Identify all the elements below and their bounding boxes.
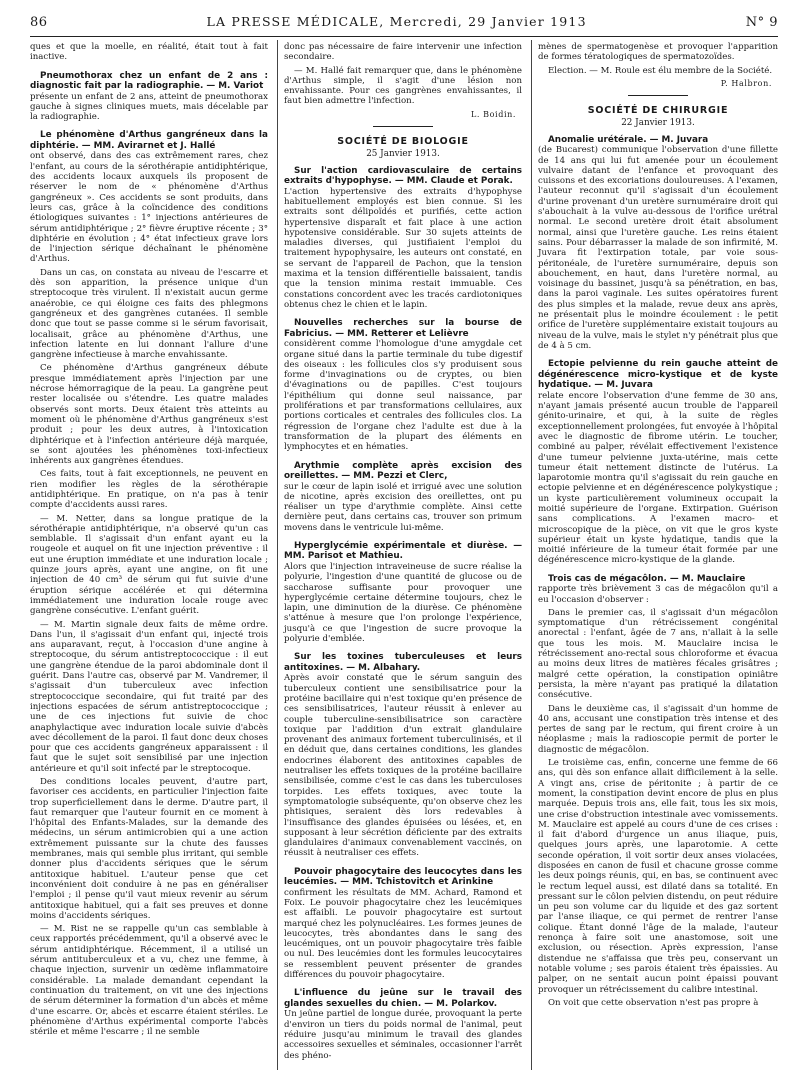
paragraph: Ces faits, tout à fait exceptionnels, ne peuvent en rien modifier les règles de la sérothérapie antidiphtérique. En pratique, on n'a pas à tenir compte d'accidents aussi rares. bbox=[30, 469, 268, 511]
article-megacolon bbox=[538, 574, 778, 605]
article-title: Le phénomène d'Arthus gangréneux dans la diphtérie. — MM. Avirагnet et J. Hallé bbox=[30, 130, 268, 151]
article-toxines bbox=[284, 652, 522, 858]
paragraph: relate encore l'observation d'une femme de 30 ans, n'ayant jamais présenté aucun trouble de l'appareil génito-urinaire, et qui, à la suite de règles exceptionnellement prolongées, fut envoyée à l'hôpital avec le diagnostic de fibrome utérin. Le toucher, combiné au palper, révélait effectivement l'existence d'une tumeur pelvienne juxta-utérine, mais cette tumeur était nettement distincte de l'utérus. La laparotomie montra qu'il s'agissait du rein gauche en ectopie pelvienne et en dégénérescence polykystique ; un kyste particulièrement volumineux occupait la moitié supérieure de l'organe. Extirpation. Guérison sans complications. A l'examen macro- et microscopique de la pièce, on vit que le gros kyste supérieur était un kyste hydatique, tandis que la moitié inférieure de la tumeur était formée par une dégénérescence micro-kystique de la glande. bbox=[538, 390, 778, 566]
article-title: Trois cas de mégacôlon. — M. Mauclaire bbox=[548, 573, 746, 584]
paragraph: Le troisième cas, enfin, concerne une femme de 66 ans, qui dès son enfance allait difficilement à la selle. A vingt ans, crise de péritonite ; à partir de ce moment, la constipation devint encore de plus en plus marquée. Depuis trois ans, elle fait, tous les six mois, une crise d'obstruction intestinale avec vomissements. M. Mauclaire est appelé au cours d'une de ces crises : il fait d'abord d'urgence un anus iliaque, puis, quelques jours après, une laparotomie. A cette seconde opération, il voit sortir deux anses violacées, disposées en canon de fusil et chacune grosse comme les deux poings réunis, qui, en bas, se continuent avec le rectum lequel aussi, est dilaté dans sa totalité. En pressant sur le côlon pelvien distendu, on peut réduire un peu son volume car du liquide et des gaz sortent par l'anse iliaque, ce qui permet de rentrer l'anse colique. Étant donné l'âge de la malade, l'auteur renonça à faire soit une anastomose, soit une exclusion, ou résection. Après expression, l'anse distendue ne s'affaissa que très peu, conservant un notable volume ; ses parois étaient très épaissies. Au palper, on ne sentait aucun point épaissi pouvant provoquer un rétrécissement du calibre intestinal. bbox=[538, 758, 778, 995]
section-date: 25 Janvier 1913. bbox=[366, 149, 440, 160]
paragraph: confirment les résultats de MM. Achard, Ramond et Foix. Le pouvoir phagocytaire chez les leucémiques est affaibli. Le pouvoir phagocytaire est surtout marqué chez les polynucléaires. Les formes jeunes de leucocytes, très abondantes dans le sang des leucémiques, ont un pouvoir phagocytaire très faible ou nul. Des leucémies dont les formules leucocytaires se ressemblent peuvent présenter de grandes différences du pouvoir phagocytaire. bbox=[284, 887, 522, 981]
article-hypophyse bbox=[284, 166, 522, 311]
paragraph: L'action hypertensive des extraits d'hypophyse habituellement employés est bien connue. Si les extraits sont délipoïdés et purifiés, cette action hypertensive disparaît et fait place à une action hypotensive considérable. Sur 30 sujets atteints de maladies diverses, qui justifiaient l'emploi du traitement hypophysaire, les auteurs ont constaté, en se servant de l'appareil de Pachon, que la tension maxima et la tension différentielle baissaient, tandis que la tension minima restait immuable. Ces constations concordent avec les tracés cardiotoniques obtenus chez le chien et le lapin. bbox=[284, 186, 522, 310]
article-anomalie-ureterale bbox=[538, 135, 778, 351]
article-title: Hyperglycémie expérimentale et diurèse. — MM. Parisot et Mathieu. bbox=[284, 540, 522, 562]
section-rule bbox=[628, 95, 688, 96]
paragraph: — M. Hallé fait remarquer que, dans le phénomène d'Arthus simple, il s'agit d'une lésion non envahissante. Pour ces gangrènes envahissantes, il faut bien admettre l'infection. bbox=[284, 65, 522, 107]
paragraph: On voit que cette observation n'est pas propre à bbox=[548, 997, 759, 1008]
issue-number: N° 9 bbox=[745, 15, 778, 30]
article-leucocytes bbox=[284, 867, 522, 981]
column-3 bbox=[538, 42, 778, 1011]
article-ectopie bbox=[538, 359, 778, 566]
paragraph: Après avoir constaté que le sérum sanguin des tuberculeux contient une sensibilisatrice pour la protéine bacillaire qui n'est toxique qu'en présence de ces sensibilisatrices, l'auteur réussit à enlever au couple tuberculine-sensibilisatrice son caractère toxique par l'addition d'un extrait glandulaire provenant des animaux fortement tuberculinisés, et il en déduit que, dans certaines conditions, les glandes endocrines élaborent des antitoxines capables de neutraliser les effets toxiques de la protéine bacillaire sensibilisée, comme c'est le cas dans les tuberculoses torpides. Les effets toxiques, avec toute la symptomatologie subséquente, qu'on observe chez les phtisiques, seraient dès lors redevables à l'insuffisance des glandes épuisées ou lésées, et, en supposant à leur sécrétion déficiente par des extraits glandulaires d'animaux convenablement vaccinés, on réussit à neutraliser ces effets. bbox=[284, 673, 522, 859]
paragraph: rapporte très brièvement 3 cas de mégacôlon qu'il a eu l'occasion d'observer : bbox=[538, 584, 778, 605]
article-title: Pouvoir phagocytaire des leucocytes dans les leucémies. — MM. Tchistovitch et Arinkine bbox=[284, 866, 522, 888]
article-fabricius bbox=[284, 318, 522, 452]
column-rule-1 bbox=[277, 40, 278, 1070]
paragraph: — M. Netter, dans sa longue pratique de la sérothérapie antidiphtérique, n'a observé qu'un cas semblable. Il s'agissait d'un enfant ayant eu la rougeole et auquel on fit une injection préventive : il eut une éruption immédiate et une induration locale ; quinze jours après, ayant une angine, on fit une injection de 40 cm³ de sérum qui fut suivie d'une éruption sérique accélérée et qui détermina immédiatement une induration locale rouge avec gangrène consécutive. L'enfant guérit. bbox=[30, 513, 268, 617]
column-1 bbox=[30, 42, 268, 1040]
article-title: Sur les toxines tuberculeuses et leurs antitoxines. — M. Albahary. bbox=[284, 652, 522, 673]
article-arthus bbox=[30, 130, 268, 264]
journal-title: LA PRESSE MÉDICALE, Mercredi, 29 Janvier 1913 bbox=[206, 14, 587, 29]
column-rule-2 bbox=[531, 40, 532, 1070]
article-title: Nouvelles recherches sur la bourse de Fabricius. — MM. Retterer et Lelièvre bbox=[284, 318, 522, 339]
header-rule bbox=[30, 36, 778, 37]
article-title: Anomalie urétérale. — M. Juvara bbox=[548, 134, 709, 145]
paragraph: Dans le premier cas, il s'agissait d'un mégacôlon symptomatique d'un rétrécissement congénital anorectal : l'enfant, âgée de 7 ans, n'allait à la selle que tous les mois. M. Mauclaire incisa le rétrécissement ano-rectal sous chloroforme et évacua au moins deux litres de matières fécales grisâtres ; malgré cette opération, la constipation opiniâtre persista, la mère n'ayant pas pratiqué la dilatation consécutive. bbox=[538, 607, 778, 701]
article-jeune bbox=[284, 988, 522, 1060]
article-title: Ectopie pelvienne du rein gauche atteint de dégénérescence micro-kystique et de kyste hydatique. — M. Juvara bbox=[538, 359, 778, 391]
paragraph: Election. — M. Roule est élu membre de la Société. bbox=[548, 65, 773, 76]
paragraph: Alors que l'injection intraveineuse de sucre réalise la polyurie, l'ingestion d'une quantité de glucose ou de saccharose suffisante pour provoquer une hyperglycémie certaine détermine toujours, chez le lapin, une diminution de la diurèse. Ce phénomène s'atténue à mesure que l'on prolonge l'expérience, jusqu'à ce que l'ingestion de sucre provoque la polyurie d'emblée. bbox=[284, 561, 522, 645]
paragraph: ques et que la moelle, en réalité, était tout à fait inactive. bbox=[30, 42, 268, 63]
paragraph: donc pas nécessaire de faire intervenir une infection secondaire. bbox=[284, 42, 522, 63]
paragraph: mènes de spermatogenèse et provoquer l'apparition de formes tératologiques de spermatozoïdes. bbox=[538, 42, 778, 63]
article-pneumothorax bbox=[30, 71, 268, 123]
paragraph: Dans un cas, on constata au niveau de l'escarre et dès son apparition, la présence unique d'un streptocoque très virulent. Il n'existait aucun germe anaérobie, ce qui éloigne ces faits des phlegmons gangréneux et des gangrènes cutanées. Il semble donc que tout se passe comme si le sérum favorisait, localisait, grâce au phénomène d'Arthus, une infection latente en lui donnant l'allure d'une gangrène infectieuse à marche envahissante. bbox=[30, 267, 268, 361]
article-hyperglycemie bbox=[284, 541, 522, 644]
article-arythmie bbox=[284, 461, 522, 533]
section-date: 22 Janvier 1913. bbox=[621, 118, 695, 129]
page-number: 86 bbox=[30, 15, 48, 30]
section-heading: SOCIÉTÉ DE BIOLOGIE bbox=[337, 136, 469, 148]
paragraph: — M. Rist ne se rappelle qu'un cas semblable à ceux rapportés précédemment, qu'il a observé avec le sérum antidiphtérique. Récemment, il a utilisé un sérum antituberculeux et a vu, chez une femme, à chaque injection, survenir un œdème inflammatoire considérable. La malade demandant cependant la continuation du traitement, on vit une des injections de sérum déterminer la formation d'un abcès et même d'une escarre. Or, abcès et escarre étaient stériles. Le phénomène d'Arthus expérimental comporte l'abcès stérile et même l'escarre ; il ne semble bbox=[30, 924, 268, 1038]
paragraph: Des conditions locales peuvent, d'autre part, favoriser ces accidents, en particulier l'injection faite trop superficiellement dans le derme. D'autre part, il faut remarquer que l'auteur fournit en ce moment à l'hôpital des Enfants-Malades, sur la demande des médecins, un sérum antimicrobien qui a une action extrêmement puissante sur la chute des fausses membranes, mais qui semble plus irritant, qui semble donner plus d'accidents sériques que le sérum antitoxique habituel. L'auteur pense que cet inconvénient doit conduire à ne pas en généraliser l'emploi ; il pense qu'il vaut mieux revenir au sérum antitoxique habituel, qui a fait ses preuves et donne moins d'accidents sériques. bbox=[30, 777, 268, 921]
article-title: Sur l'action cardiovasculaire de certains extraits d'hypophyse. — MM. Claude et Porak. bbox=[284, 165, 522, 187]
paragraph: ont observé, dans des cas extrêmement rares, chez l'enfant, au cours de la sérothérapie antidiphtérique, des accidents locaux auxquels ils proposent de réserver le nom de « phénomène d'Arthus gangréneux ». Ces accidents se sont produits, dans leurs cas, grâce à la coïncidence des conditions étiologiques suivantes : 1° injections antérieures de sérum antidiphtérique ; 2° fièvre éruptive récente ; 3° diphtérie en évolution ; 4° état infectieux grave lors de l'injection sérique déchaînant le phénomène d'Arthus. bbox=[30, 151, 268, 265]
paragraph: Ce phénomène d'Arthus gangréneux débute presque immédiatement après l'injection par une nécrose hémorragique de la peau. La gangrène peut rester localisée ou s'étendre. Les quatre malades observés sont morts. Deux étaient très atteints au moment où le phénomène d'Arthus gangréneux s'est produit ; pour les deux autres, à l'intoxication diphtérique et à l'infection antérieure déjà marquée, se sont ajoutées les phénomènes toxi-infectieux inhérents aux gangrènes étendues. bbox=[30, 363, 268, 467]
section-heading: SOCIÉTÉ DE CHIRURGIE bbox=[587, 105, 729, 117]
signature: P. Halbron. bbox=[720, 78, 772, 88]
paragraph: sur le cœur de lapin isolé et irrigué avec une solution de nicotine, après excision des oreillettes, ont pu réaliser un type d'arythmie complète. Ainsi cette dernière peut, dans certains cas, trouver son primum movens dans le ventricule lui-même. bbox=[284, 481, 522, 533]
paragraph: Dans le deuxième cas, il s'agissait d'un homme de 40 ans, accusant une constipation très intense et des pertes de sang par le rectum, qui firent croire à un néoplasme ; mais la radioscopie permit de porter le diagnostic de mégacôlon. bbox=[538, 703, 778, 755]
paragraph: Un jeûne partiel de longue durée, provoquant la perte d'environ un tiers du poids normal de l'animal, peut réduire jusqu'au minimum le travail des glandes accessoires sexuelles et séminales, occasionner l'arrêt des phéno- bbox=[284, 1009, 522, 1061]
article-title: Pneumothorax chez un enfant de 2 ans : diagnostic fait par la radiographie. — M. Variot bbox=[30, 70, 268, 92]
column-2 bbox=[284, 42, 522, 1064]
section-rule bbox=[373, 126, 433, 127]
paragraph: — M. Martin signale deux faits de même ordre. Dans l'un, il s'agissait d'un enfant qui, injecté trois ans auparavant, reçut, à l'occasion d'une angine à streptocoque, du sérum antistreptococcique : il eut une gangrène étendue de la paroi abdominale dont il guérit. Dans l'autre cas, observé par M. Vandremer, il s'agissait d'un tuberculeux avec infection streptococcique secondaire, qui fut traité par des injections espacées de sérum antistreptococcique ; une de ces injections fut suivie de choc anaphylactique avec induration locale suivie d'abcès avec décollement de la paroi. Il faut donc deux choses pour que ces accidents gangréneux apparaissent : il faut que le sujet soit sensibilisé par une injection antérieure et qu'il soit infecté par le streptocoque. bbox=[30, 619, 268, 774]
article-title: L'influence du jeûne sur le travail des glandes sexuelles du chien. — M. Polarkov. bbox=[284, 988, 522, 1009]
paragraph: (de Bucarest) communique l'observation d'une fillette de 14 ans qui lui fut amenée pour un écoulement vulvaire datant de l'enfance et provoquant des cuissons et des excoriations douloureuses. A l'examen, l'auteur reconnut qu'il s'agissait d'un écoulement d'urine provenant d'un uretère surnuméraire droit qui s'abouchait à la vulve au-dessous de l'orifice urétral normal. Le second uretère droit était absolument normal, ainsi que l'uretère gauche. Les reins étaient sains. Pour débarrasser la malade de son infirmité, M. Juvara fit l'extirpation totale, par voie sous-péritonéale, de l'uretère surnuméraire, depuis son abouchement, en haut, dans l'uretère normal, au voisinage du bassinet, jusqu'à sa pénétration, en bas, dans la paroi vaginale. Les suites opératoires furent des plus simples et la malade, revue deux ans après, ne présentait plus le moindre écoulement : le petit orifice de l'uretère supplémentaire existait toujours au niveau de la vulve, mais le stylet n'y pénétrait plus que de 4 à 5 cm. bbox=[538, 145, 778, 351]
paragraph: considèrent comme l'homologue d'une amygdale cet organe situé dans la partie terminale du tube digestif des oiseaux : les follicules clos s'y produisent sous forme d'invaginations ou de cryptes, ou bien d'évaginations ou de papilles. C'est toujours l'épithélium qui donne seul naissance, par proliférations et par transformations cellulaires, aux portions corticales et centrales des follicules clos. La régression de l'organe chez l'adulte est due à la transformation de la plupart des éléments en lymphocytes et en hématies. bbox=[284, 339, 522, 453]
paragraph: présente un enfant de 2 ans, atteint de pneumothorax gauche à signes cliniques muets, mais décelable par la radiographie. bbox=[30, 91, 268, 123]
article-title: Arythmie complète après excision des oreillettes. — MM. Pezzi et Clerc, bbox=[284, 460, 522, 481]
page-header bbox=[30, 14, 778, 34]
signature: L. Boidin. bbox=[470, 109, 516, 119]
